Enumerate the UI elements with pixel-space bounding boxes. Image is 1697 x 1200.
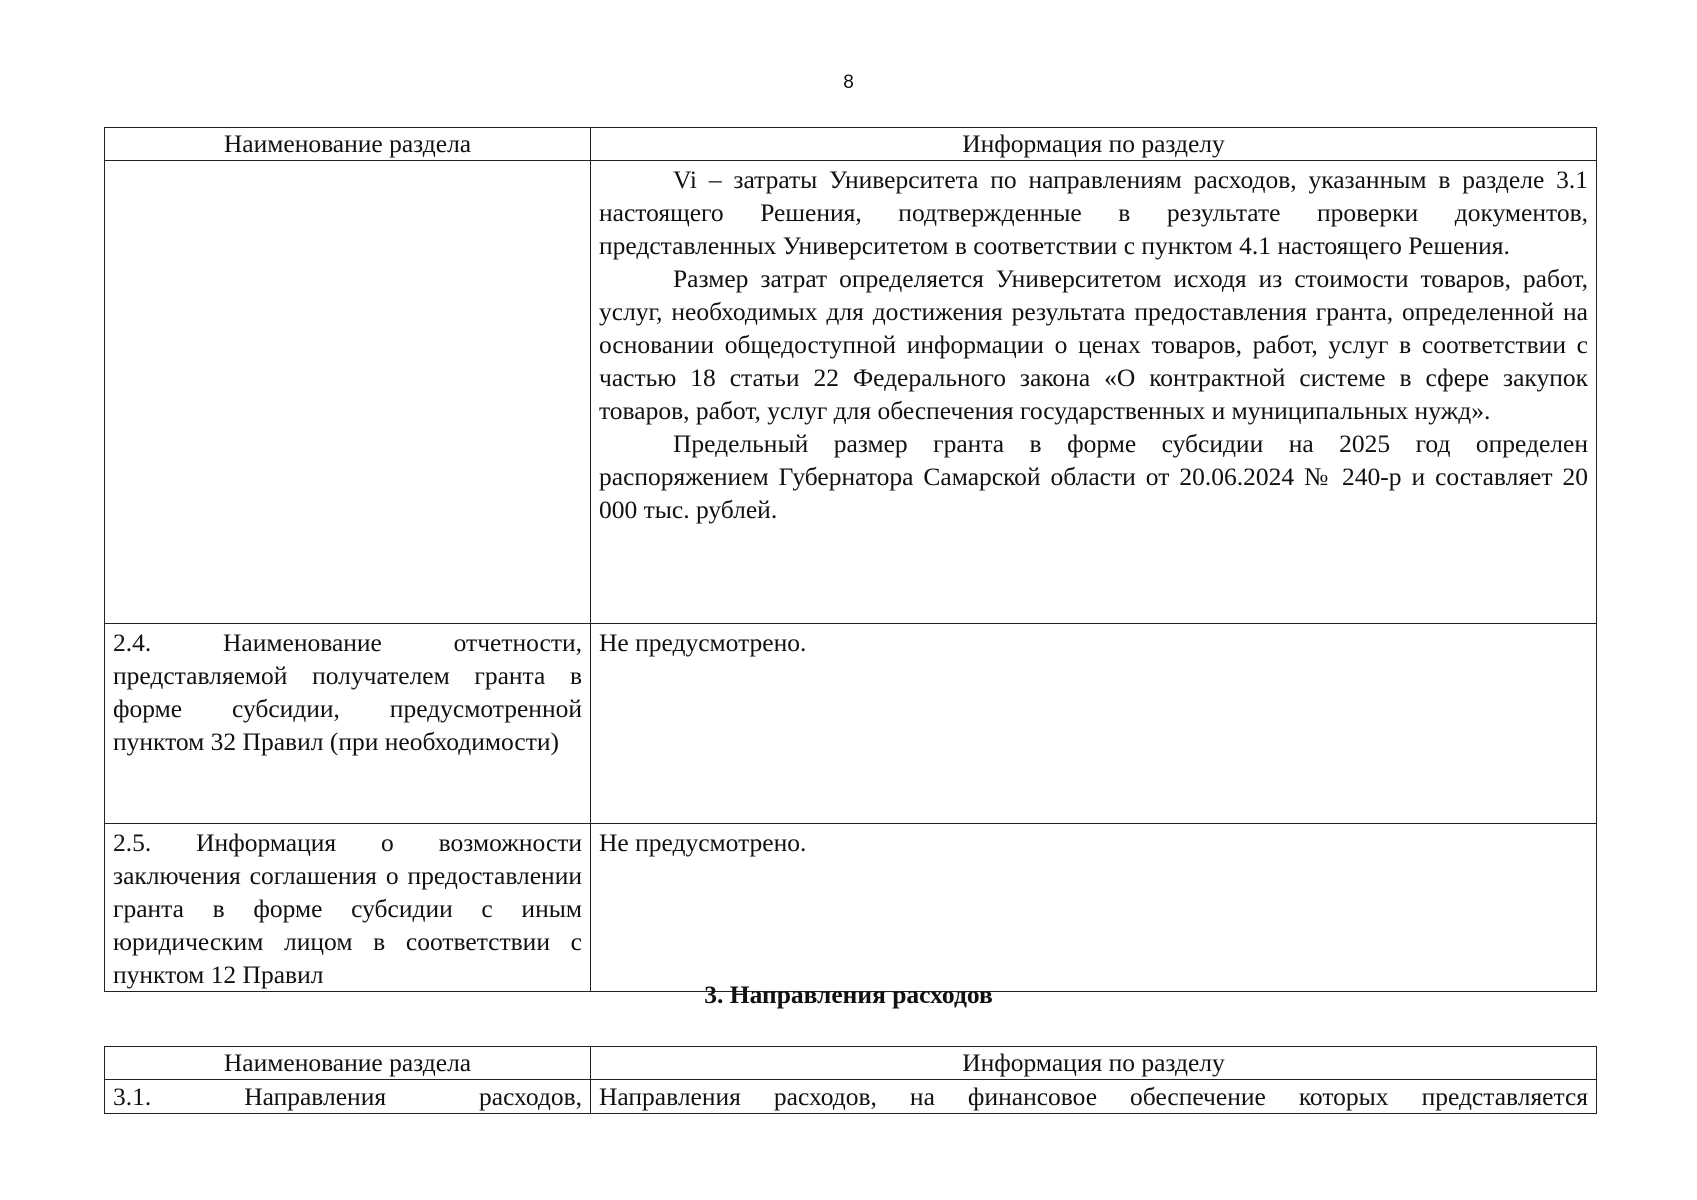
header-section-info: Информация по разделу <box>591 128 1597 161</box>
page-number: 8 <box>843 72 854 93</box>
section-name-3-1: 3.1. Направления расходов, <box>105 1080 591 1114</box>
section-info-2-5: Не предусмотрено. <box>591 824 1597 992</box>
header-section-info: Информация по разделу <box>591 1047 1597 1080</box>
paragraph-grant-limit: Предельный размер гранта в форме субсидии на 2025 год определен распоряжением Губернатора Самарской области от 20.06.2024 № 240-р и составляет 20 000 тыс. рублей. <box>599 429 1588 524</box>
expenses-table <box>104 1046 1597 1114</box>
paragraph-vi-definition: Vi – затраты Университета по направлениям расходов, указанным в разделе 3.1 настоящего Решения, подтвержденные в результате проверки документов, представленных Университетом в соответствии с пунктом 4.1 настоящего Решения. <box>599 165 1588 260</box>
table-row <box>105 161 1597 624</box>
section-info-2-4: Не предусмотрено. <box>591 624 1597 824</box>
table-row <box>105 624 1597 824</box>
header-section-name: Наименование раздела <box>105 1047 591 1080</box>
section-name-2-5: 2.5. Информация о возможности заключения соглашения о предоставлении гранта в форме субсидии с иным юридическим лицом в соответствии с пунктом 12 Правил <box>105 824 591 992</box>
header-section-name: Наименование раздела <box>105 128 591 161</box>
section-info-cell <box>591 161 1597 624</box>
section-name-cell-empty <box>105 161 591 624</box>
table-header-row <box>105 128 1597 161</box>
table-header-row <box>105 1047 1597 1080</box>
table-row <box>105 1080 1597 1114</box>
paragraph-cost-size: Размер затрат определяется Университетом исходя из стоимости товаров, работ, услуг, необходимых для достижения результата предоставления гранта, определенной на основании общедоступной информации о ценах товаров, работ, услуг в соответствии с частью 18 статьи 22 Федерального закона «О контрактной системе в сфере закупок товаров, работ, услуг для обеспечения государственных и муниципальных нужд». <box>599 264 1588 425</box>
section-3-heading: 3. Направления расходов <box>704 980 993 1009</box>
section-info-table <box>104 127 1597 992</box>
table-row <box>105 824 1597 992</box>
section-name-2-4: 2.4. Наименование отчетности, представляемой получателем гранта в форме субсидии, предусмотренной пунктом 32 Правил (при необходимости) <box>105 624 591 824</box>
section-info-3-1: Направления расходов, на финансовое обеспечение которых представляется <box>591 1080 1597 1114</box>
